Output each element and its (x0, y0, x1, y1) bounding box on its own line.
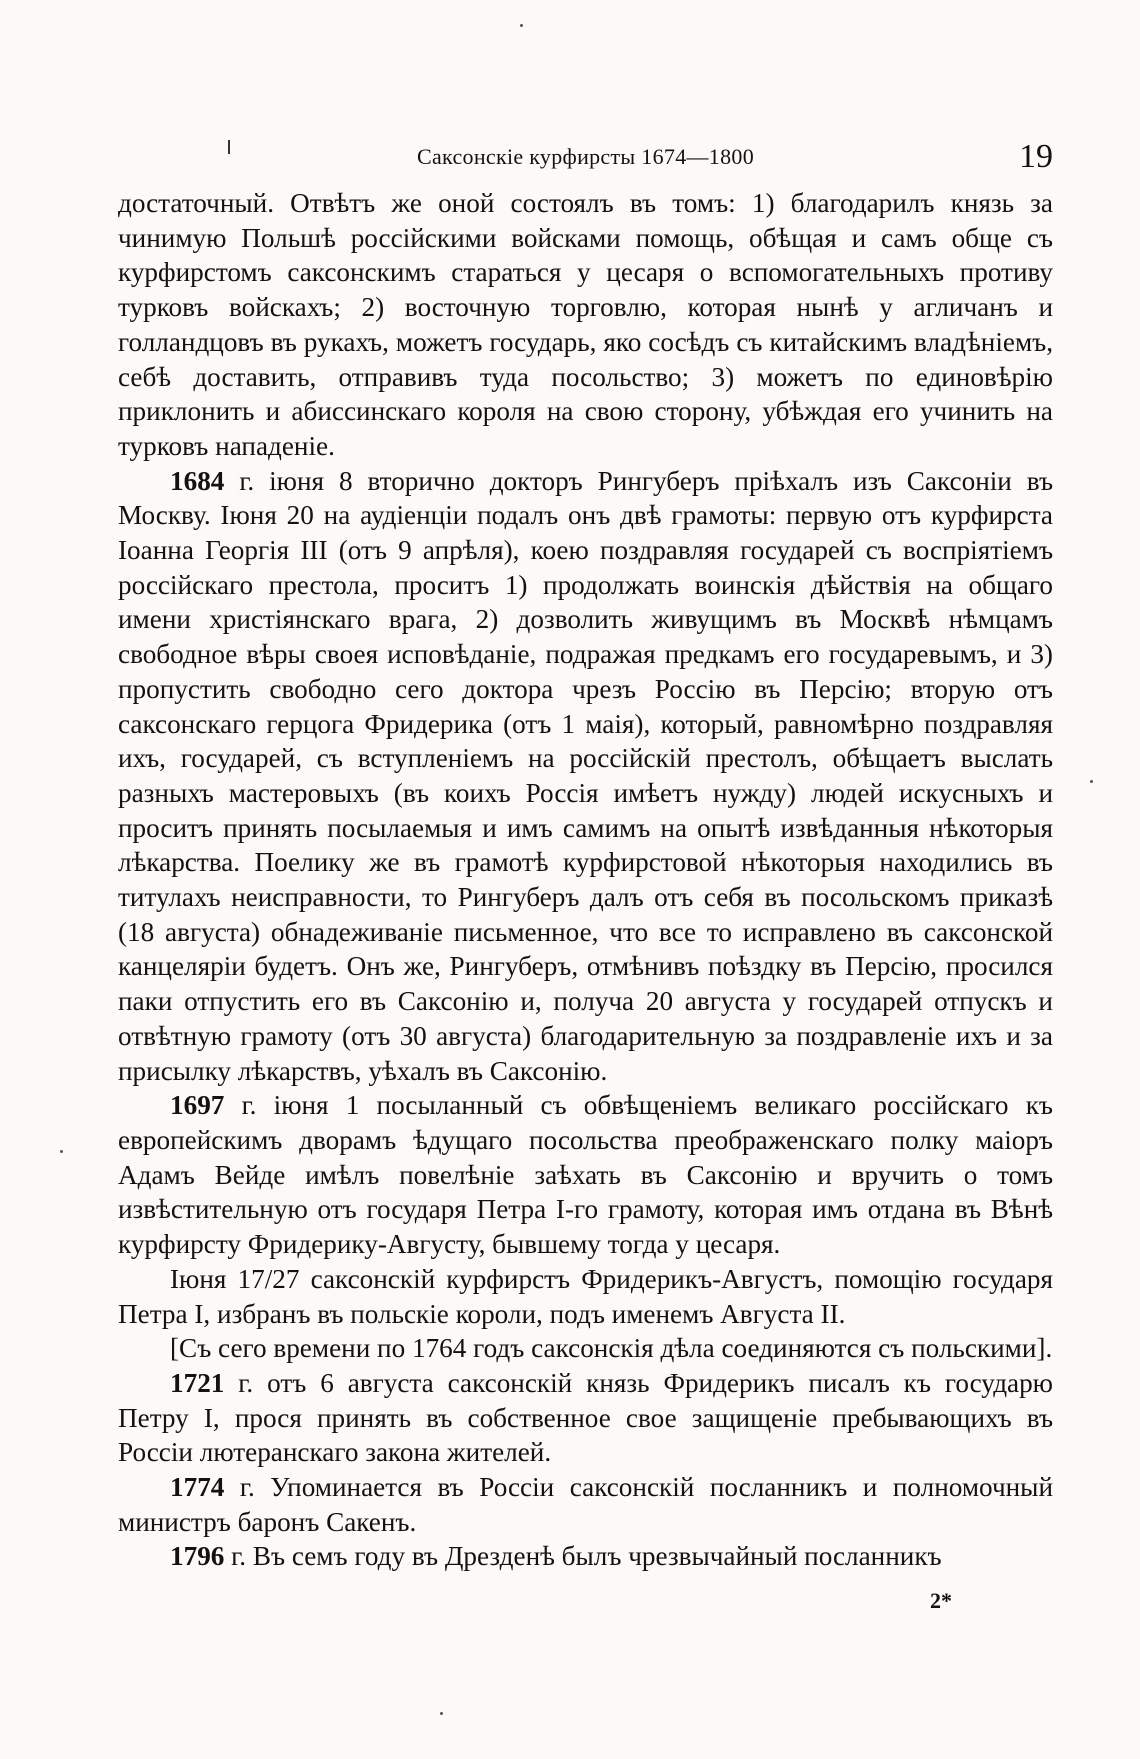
paragraph-text: г. Въ семъ году въ Дрезденѣ былъ чрезвычайный посланникъ (224, 1541, 942, 1572)
paragraph-1774 (118, 1470, 1053, 1539)
paragraph-1721 (118, 1366, 1053, 1470)
paragraph-bracket-note (118, 1331, 1053, 1366)
body-text (118, 186, 1053, 1574)
paragraph-1684 (118, 464, 1053, 1089)
paper-speck (1090, 780, 1093, 783)
paper-speck (520, 24, 523, 27)
page-number: 19 (1019, 138, 1053, 175)
paragraph-text: достаточный. Отвѣтъ же оной состоялъ въ томъ: 1) благодарилъ князь за чинимую Польшѣ россійскими войсками помощь, обѣщая и самъ обще съ курфирстомъ саксонскимъ стараться у цесаря о вспомогательныхъ противу турковъ войскахъ; 2) восточную торговлю, которая нынѣ у агличанъ и голландцовъ въ рукахъ, можетъ государь, яко сосѣдъ съ китайскимъ владѣніемъ, себѣ доставить, отправивъ туда посольство; 3) можетъ по единовѣрію приклонить и абиссинскаго короля на свою сторону, убѣждая его учинить на турковъ нападеніе. (118, 188, 1053, 461)
paragraph-1 (118, 186, 1053, 464)
paragraph-text: г. іюня 8 вторично докторъ Рингуберъ пріѣхалъ изъ Саксоніи въ Москву. Іюня 20 на аудіенціи подалъ онъ двѣ грамоты: первую отъ курфирста Іоанна Георгія III (отъ 9 апрѣля), коею поздравляя государей съ воспріятіемъ россійскаго престола, проситъ 1) продолжать воинскія дѣйствія на общаго имени христіянскаго врага, 2) дозволить живущимъ въ Москвѣ нѣмцамъ свободное вѣры своея исповѣданіе, подражая предкамъ его государевымъ, и 3) пропустить свободно сего доктора чрезъ Россію въ Персію; вторую отъ саксонскаго герцога Фридерика (отъ 1 маія), который, равномѣрно поздравляя ихъ, государей, съ вступленіемъ на россійскій престолъ, обѣщаетъ выслать разныхъ мастеровыхъ (въ коихъ Россія имѣетъ нужду) людей искусныхъ и проситъ принять посылаемыя и имъ самимъ на опытѣ извѣданныя нѣкоторыя лѣкарства. Поелику же въ грамотѣ курфирстовой нѣкоторыя находились въ титулахъ неисправности, то Рингуберъ далъ отъ себя въ посольскомъ приказѣ (18 августа) обнадеживаніе письменное, что все то исправлено въ саксонской канцеляріи будетъ. Онъ же, Рингуберъ, отмѣнивъ поѣздку въ Персію, просился паки отпустить его въ Саксонію и, получа 20 августа у государей отпускъ и отвѣтную грамоту (отъ 30 августа) благодарительную за поздравленіе ихъ и за присылку лѣкарствъ, уѣхалъ въ Саксонію. (118, 465, 1053, 1086)
paragraph-text: Іюня 17/27 саксонскій курфирстъ Фридерикъ-Августъ, помощію государя Петра I, избранъ въ польскіе короли, подъ именемъ Августа II. (118, 1263, 1053, 1329)
signature-mark: 2* (930, 1588, 952, 1613)
paragraph-text: [Съ сего времени по 1764 годъ саксонскія дѣла соединяются съ польскими]. (170, 1333, 1053, 1364)
paragraph-text: г. іюня 1 посыланный съ обвѣщеніемъ великаго россійскаго къ европейскимъ дворамъ ѣдущаго посольства преображенскаго полку маіоръ Адамъ Вейде имѣлъ повелѣніе заѣхать въ Саксонію и вручить о томъ извѣстительную отъ государя Петра I-го грамоту, которая имъ отдана въ Вѣнѣ курфирсту Фридерику-Августу, бывшему тогда у цесаря. (118, 1090, 1053, 1260)
page-header (118, 138, 1053, 176)
paragraph-year: 1684 (170, 465, 225, 496)
paragraph-1697 (118, 1088, 1053, 1262)
paragraph-year: 1721 (170, 1367, 225, 1398)
paper-speck (440, 1712, 443, 1715)
paragraph-text: г. отъ 6 августа саксонскій князь Фридерикъ писалъ къ государю Петру I, прося принять въ собственное свое защищеніе пребывающихъ въ Россіи лютеранскаго закона жителей. (118, 1367, 1053, 1468)
paragraph-1796 (118, 1539, 1053, 1574)
paragraph-election (118, 1262, 1053, 1331)
paragraph-text: г. Упоминается въ Россіи саксонскій посланникъ и полномочный министръ баронъ Сакенъ. (118, 1472, 1053, 1537)
paragraph-year: 1774 (170, 1472, 225, 1503)
running-title: Саксонскіе курфирсты 1674—1800 (416, 144, 754, 169)
paper-speck (60, 1150, 63, 1153)
paragraph-year: 1796 (170, 1541, 225, 1572)
paragraph-year: 1697 (170, 1090, 225, 1121)
